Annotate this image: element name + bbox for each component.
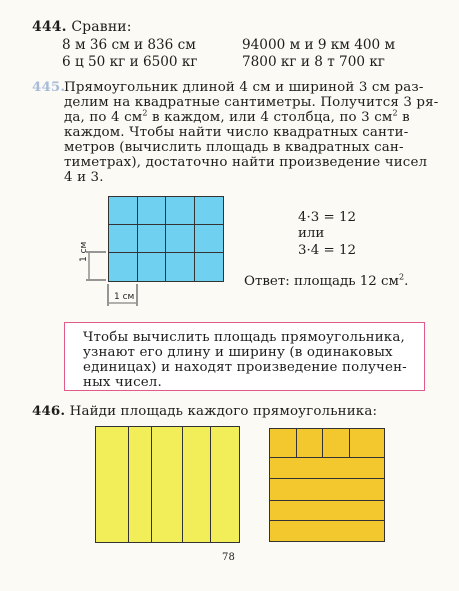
divider-line <box>270 500 384 501</box>
divider-line <box>270 457 384 458</box>
comparison-item: 94000 м и 9 км 400 м <box>242 37 396 53</box>
rectangle-strips <box>95 426 240 543</box>
text-line: делим на квадратные сантиметры. Получится 3 ря- <box>64 95 439 110</box>
rule-line: единицах) и находят произведение получен- <box>83 360 407 375</box>
divider-line <box>322 429 323 457</box>
width-label: 1 см <box>114 292 135 302</box>
rule-line: Чтобы вычислить площадь прямоугольника, <box>83 330 405 345</box>
text-line: Прямоугольник длиной 4 см и шириной 3 см раз- <box>64 80 424 95</box>
text-line: да, по 4 $см^2$ в каждом, или 4 столбца, по 3 $см^2$ в <box>64 108 410 125</box>
problem-title: Сравни: <box>71 19 132 35</box>
divider-line <box>296 429 297 457</box>
comparison-item: 6 ц 50 кг и 6500 кг <box>62 54 198 70</box>
rule-line: ных чисел. <box>83 375 162 390</box>
divider-line <box>349 429 350 457</box>
page-number: 78 <box>222 552 236 563</box>
formula: 3·4 = 12 <box>298 243 357 258</box>
rectangle-strip <box>183 427 211 542</box>
rectangle-strip <box>129 427 152 542</box>
rectangle-strip <box>152 427 183 542</box>
comparison-item: 8 м 36 см и 836 см <box>62 37 196 53</box>
formula: 4·3 = 12 <box>298 210 357 225</box>
rectangle-rows <box>269 428 385 542</box>
answer: Ответ: площадь 12 $см^2$. <box>244 272 409 289</box>
rectangle-strip <box>96 427 129 542</box>
height-label: 1 см <box>79 241 89 262</box>
formula-or: или <box>298 226 325 241</box>
comparison-item: 7800 кг и 8 т 700 кг <box>242 54 385 70</box>
problem-number: 444. <box>32 19 67 35</box>
rule-line: узнают его длину и ширину (в одинаковых <box>83 345 393 360</box>
rule-box <box>64 322 425 391</box>
rectangle-strip <box>211 427 239 542</box>
divider-line <box>270 478 384 479</box>
problem-title: Найди площадь каждого прямоугольника: <box>69 404 378 419</box>
problem-number: 445. <box>32 79 66 95</box>
problem-446-heading <box>32 404 377 419</box>
text-line: 4 и 3. <box>64 170 104 185</box>
text-line: метров (вычислить площадь в квадратных сан- <box>64 140 404 155</box>
text-line: каждом. Чтобы найти число квадратных санти- <box>64 125 409 140</box>
problem-number: 446. <box>32 403 66 419</box>
text-line: тиметрах), достаточно найти произведение чисел <box>64 155 428 170</box>
divider-line <box>270 520 384 521</box>
